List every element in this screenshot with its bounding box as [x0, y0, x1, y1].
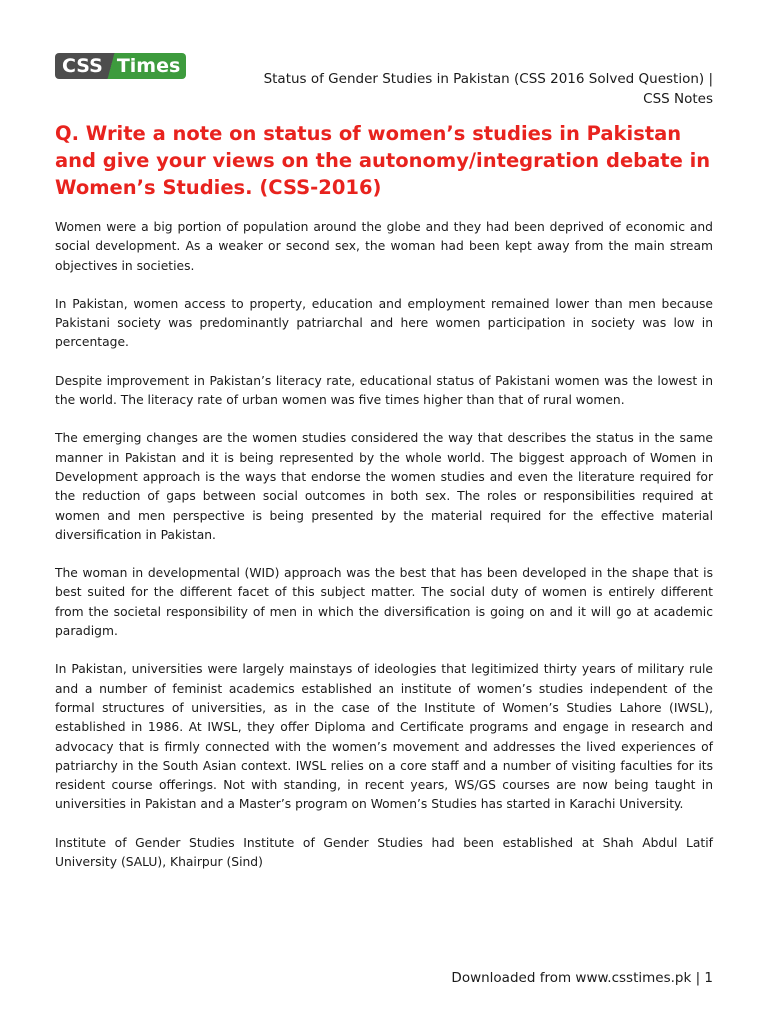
paragraph-5: The woman in developmental (WID) approach was the best that has been developed in the shape that is best suited for the different facet of this subject matter. The social duty of women is entirely different from the societal responsibility of men in which the diversification is going on and it will go at academic paradigm. — [55, 566, 713, 639]
paragraph-7: Institute of Gender Studies Institute of Gender Studies had been established at Shah Abdul Latif University (SALU), Khairpur (Sind) — [55, 835, 713, 870]
logo-slash — [107, 53, 115, 79]
paragraph-1: Women were a big portion of population around the globe and they had been deprived of economic and social development. As a weaker or second sex, the woman had been kept away from the main stream objectives in societies. — [55, 220, 713, 273]
article-body — [55, 218, 713, 891]
paragraph-2: In Pakistan, women access to property, education and employment remained lower than men because Pakistani society was predominantly patriarchal and here women participation in society was low in percentage. — [55, 296, 713, 350]
logo-times-text: Times — [115, 53, 186, 79]
csstimes-logo — [55, 53, 186, 79]
question-heading: Q. Write a note on status of women’s studies in Pakistan and give your views on the autonomy/integration debate in Women’s Studies. (CSS-2016) — [55, 122, 711, 199]
paragraph-3: Despite improvement in Pakistan’s literacy rate, educational status of Pakistani women was the lowest in the world. The literacy rate of urban women was five times higher than that of rural women. — [55, 373, 713, 408]
page-footer: Downloaded from www.csstimes.pk | 1 — [451, 970, 713, 986]
paragraph-6: In Pakistan, universities were largely mainstays of ideologies that legitimized thirty years of military rule and a number of feminist academics established an institute of women’s studies independent of the formal structures of universities, as in the case of the Institute of Women’s Studies Lahore (IWSL), established in 1986. At IWSL, they offer Diploma and Certificate programs and engage in research and advocacy that is firmly connected with the women’s movement and addresses the lived experiences of patriarchy in the South Asian context. IWSL relies on a core staff and a number of visiting faculties for its resident course offerings. Not with standing, in recent years, WS/GS courses are now being taught in universities in Pakistan and a Master’s program on Women’s Studies has started in Karachi University. — [55, 662, 713, 812]
logo-css-text: CSS — [55, 53, 107, 79]
header-title: Status of Gender Studies in Pakistan (CSS 2016 Solved Question) | CSS Notes — [263, 71, 713, 107]
paragraph-4: The emerging changes are the women studies considered the way that describes the status in the same manner in Pakistan and it is being represented by the whole world. The biggest approach of Women in Development approach is the ways that endorse the women studies and even the literature required for the reduction of gaps between social outcomes in both sex. The roles or responsibilities required at women and men perspective is being presented by the material required for the effective material diversification in Pakistan. — [55, 431, 713, 542]
